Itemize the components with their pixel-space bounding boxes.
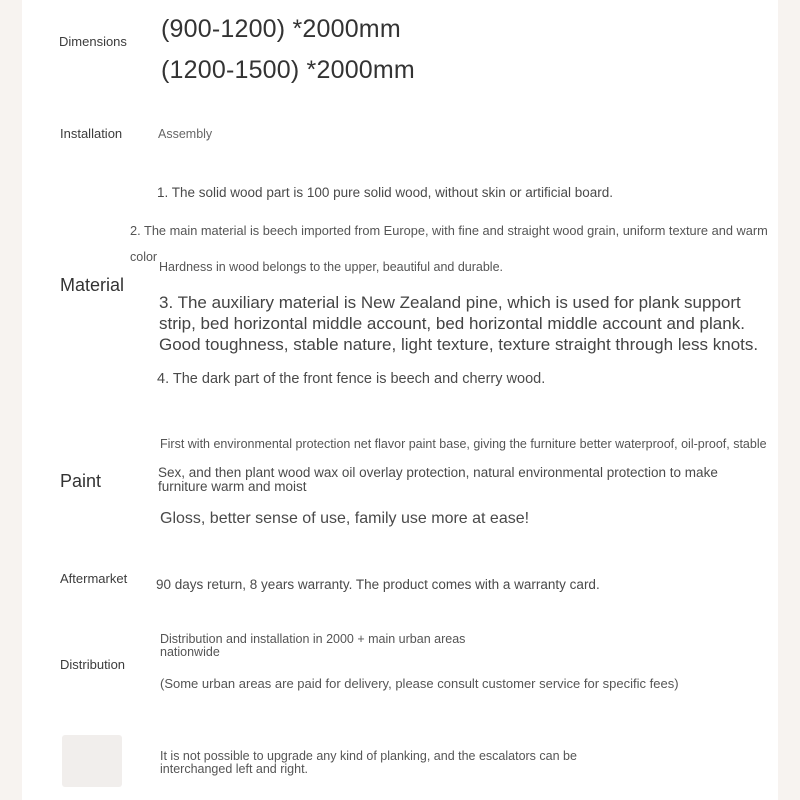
material-item-4: 4. The dark part of the front fence is beech and cherry wood. [157, 371, 546, 387]
material-item-3: 3. The auxiliary material is New Zealand pine, which is used for plank support strip, bed horizontal middle account, bed horizontal middle account and plank. Good toughness, stable nature, light texture, texture straight through less knots. [159, 293, 759, 354]
installation-label: Installation [60, 126, 123, 141]
dimensions-line-1: (900-1200) *2000mm [161, 15, 401, 43]
distribution-label: Distribution [60, 657, 126, 672]
material-item-1: 1. The solid wood part is 100 pure solid wood, without skin or artificial board. [157, 185, 613, 200]
distribution-line-1: Distribution and installation in 2000 + main urban areas nationwide [160, 632, 466, 659]
aftermarket-value: 90 days return, 8 years warranty. The product comes with a warranty card. [156, 577, 600, 592]
material-item-2: 2. The main material is beech imported from Europe, with fine and straight wood grain, uniform texture and warm [130, 223, 768, 238]
planking-note: It is not possible to upgrade any kind of planking, and the escalators can be interchanged left and right. [160, 749, 577, 776]
paint-line-2: Sex, and then plant wood wax oil overlay protection, natural environmental protection to make furniture warm and moist [158, 465, 718, 494]
aftermarket-label: Aftermarket [60, 571, 128, 586]
paint-label: Paint [60, 471, 102, 491]
material-hardness: Hardness in wood belongs to the upper, beautiful and durable. [159, 260, 503, 274]
installation-value: Assembly [158, 127, 213, 141]
dimensions-label: Dimensions [59, 34, 127, 49]
paint-line-1: First with environmental protection net flavor paint base, giving the furniture better waterproof, oil-proof, stable [160, 437, 767, 451]
distribution-line-2: (Some urban areas are paid for delivery, please consult customer service for specific fees) [160, 676, 679, 691]
material-item-2-cont: color [130, 250, 158, 264]
dimensions-line-2: (1200-1500) *2000mm [161, 56, 415, 84]
material-label: Material [60, 275, 125, 295]
faded-watermark [62, 735, 122, 787]
paint-line-3: Gloss, better sense of use, family use more at ease! [160, 510, 530, 527]
